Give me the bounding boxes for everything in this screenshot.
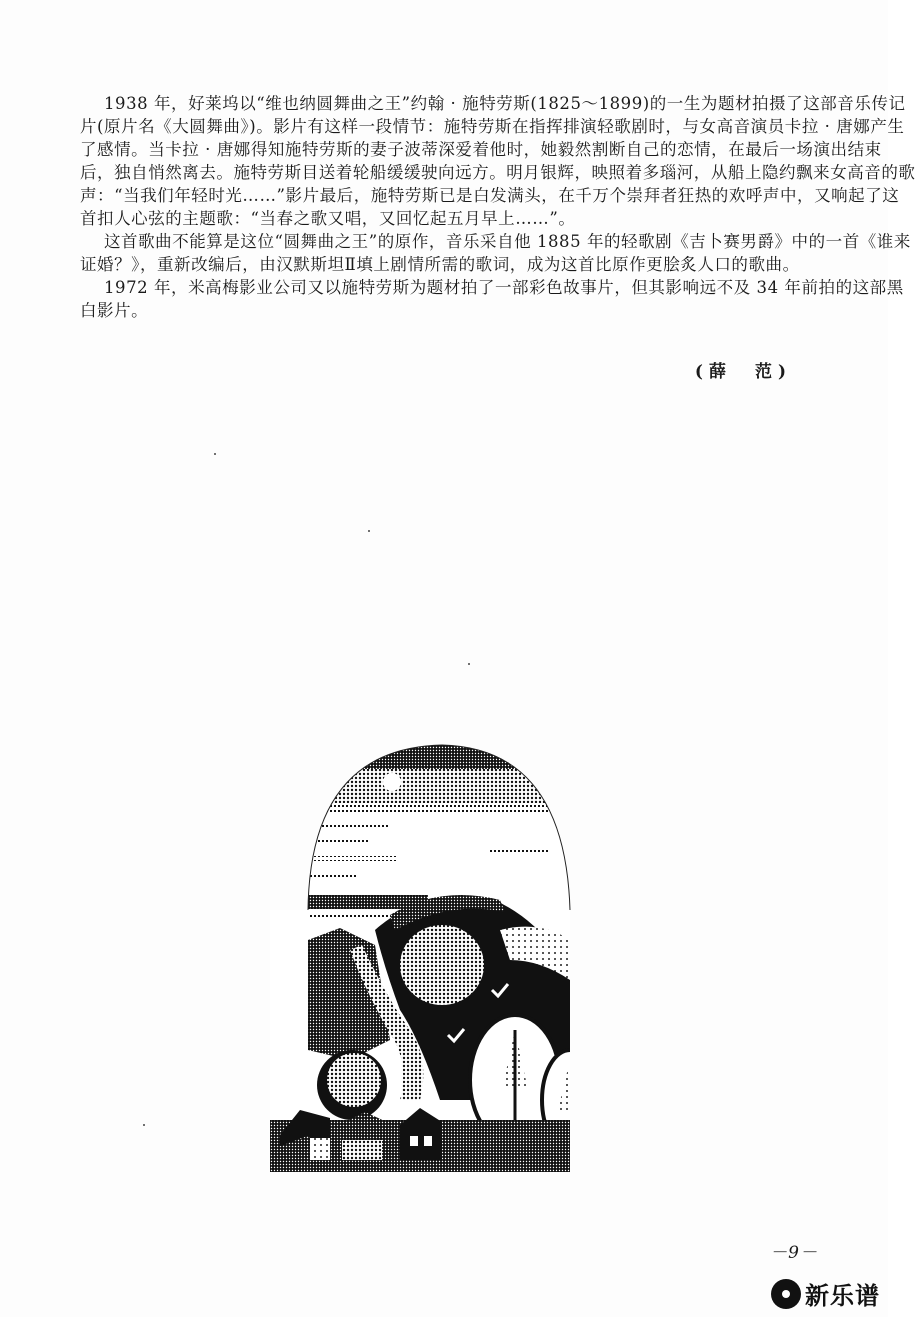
- paragraph-1-line-6: 首扣人心弦的主题歌：“当春之歌又唱，又回忆起五月早上……”。: [80, 209, 576, 228]
- site-watermark: [771, 1276, 880, 1311]
- record-disc-icon: [771, 1279, 801, 1309]
- paragraph-1-line-4: 后，独自悄然离去。施特劳斯目送着轮船缓缓驶向远方。明月银辉，映照着多瑙河，从船上隐约飘来女高音的歌: [80, 163, 915, 182]
- page-number: －9－: [770, 1243, 818, 1263]
- watermark-text: 新乐谱: [805, 1282, 880, 1310]
- article-body: [80, 92, 915, 322]
- scan-speck: [214, 453, 216, 455]
- scan-speck: [143, 1124, 145, 1126]
- village-landscape-illustration: [270, 740, 615, 1172]
- scan-speck: [368, 530, 370, 532]
- paragraph-1-line-3: 了感情。当卡拉 · 唐娜得知施特劳斯的妻子波蒂深爱着他时，她毅然割断自己的恋情，在最后一场演出结束: [80, 140, 882, 159]
- paragraph-3-line-2: 白影片。: [80, 301, 149, 320]
- author-signature: (薛 范): [694, 362, 792, 382]
- scan-speck: [468, 663, 470, 665]
- paragraph-2-line-1: 这首歌曲不能算是这位“圆舞曲之王”的原作，音乐采自他 1885 年的轻歌剧《吉卜赛男爵》中的一首《谁来: [104, 232, 911, 251]
- paragraph-2-line-2: 证婚？》，重新改编后，由汉默斯坦Ⅱ填上剧情所需的歌词，成为这首比原作更脍炙人口的歌曲。: [80, 255, 800, 274]
- paragraph-3-line-1: 1972 年，米高梅影业公司又以施特劳斯为题材拍了一部彩色故事片，但其影响远不及 34 年前拍的这部黑: [104, 278, 904, 297]
- paragraph-1-line-1: 1938 年，好莱坞以“维也纳圆舞曲之王”约翰 · 施特劳斯(1825～1899)的一生为题材拍摄了这部音乐传记: [104, 94, 906, 113]
- paragraph-1-line-2: 片(原片名《大圆舞曲》)。影片有这样一段情节：施特劳斯在指挥排演轻歌剧时，与女高音演员卡拉 · 唐娜产生: [80, 117, 905, 136]
- paragraph-1-line-5: 声：“当我们年轻时光……”影片最后，施特劳斯已是白发满头，在千万个崇拜者狂热的欢呼声中，又响起了这: [80, 186, 900, 205]
